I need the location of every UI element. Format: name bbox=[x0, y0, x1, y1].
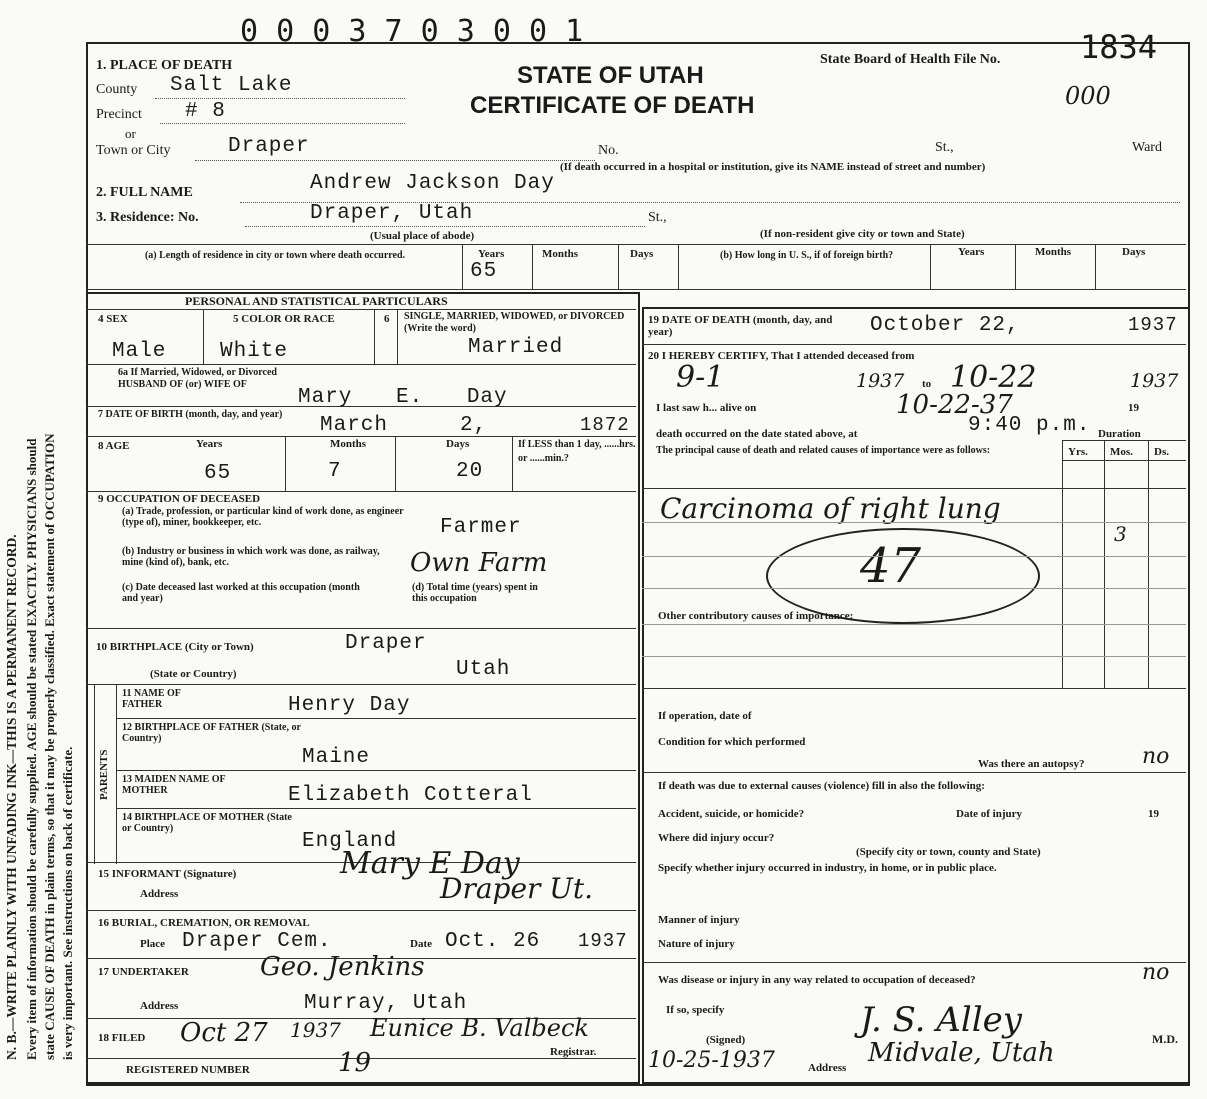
ds-label: Ds. bbox=[1154, 446, 1169, 458]
precinct-value: # 8 bbox=[185, 100, 226, 123]
birthplace-label: 10 BIRTHPLACE (City or Town) bbox=[96, 641, 254, 653]
cause-months: 3 bbox=[1114, 522, 1127, 546]
length-residence-label: (a) Length of residence in city or town where death occurred. bbox=[144, 250, 406, 261]
mother-birthplace-value: England bbox=[302, 830, 398, 853]
mother-label: 13 MAIDEN NAME OF MOTHER bbox=[122, 774, 226, 796]
no-label: No. bbox=[598, 143, 619, 158]
death-time-label: death occurred on the date stated above, at bbox=[656, 428, 858, 440]
residence-value: Draper, Utah bbox=[310, 202, 474, 225]
undertaker-label: 17 UNDERTAKER bbox=[98, 966, 189, 978]
age-years-label: Years bbox=[196, 438, 223, 450]
parents-label: PARENTS bbox=[98, 749, 110, 800]
filed-label: 18 FILED bbox=[98, 1032, 146, 1044]
occupation-value: Farmer bbox=[440, 516, 522, 539]
attended-to: 10-22 bbox=[950, 360, 1037, 395]
specify-city-label: (Specify city or town, county and State) bbox=[856, 846, 1041, 858]
last-saw-year: 19 bbox=[1128, 402, 1139, 414]
side-note-4: is very important. See instructions on back of certificate. bbox=[60, 746, 75, 1060]
where-label: Where did injury occur? bbox=[658, 832, 775, 844]
father-label: 11 NAME OF FATHER bbox=[122, 688, 181, 710]
side-note-1: N. B.—WRITE PLAINLY WITH UNFADING INK—THIS IS A PERMANENT RECORD. bbox=[4, 534, 19, 1060]
occupation-a-label: (a) Trade, profession, or particular kind of work done, as engineer (type of), miner, bookkeeper, etc. bbox=[122, 506, 404, 528]
injury-date-label: Date of injury bbox=[956, 808, 1022, 820]
dob-month: March bbox=[320, 414, 389, 437]
informant-label: 15 INFORMANT (Signature) bbox=[98, 868, 237, 880]
accident-label: Accident, suicide, or homicide? bbox=[658, 808, 805, 820]
specify-industry-label: Specify whether injury occurred in industry, in home, or in public place. bbox=[658, 862, 997, 874]
from-year: 1937 bbox=[856, 370, 905, 392]
age-months-value: 7 bbox=[328, 460, 342, 483]
ward-label: Ward bbox=[1132, 140, 1162, 155]
condition-label: Condition for which performed bbox=[658, 736, 806, 748]
title-certificate: CERTIFICATE OF DEATH bbox=[470, 92, 755, 119]
side-note-3: state CAUSE OF DEATH in plain terms, so that it may be properly classified. Exact statement of OCCUPATION bbox=[42, 433, 57, 1060]
certify-label: 20 I HEREBY CERTIFY, That I attended deceased from bbox=[648, 350, 915, 362]
physician-address: Midvale, Utah bbox=[868, 1038, 1055, 1068]
occupation-label: 9 OCCUPATION OF DECEASED bbox=[98, 493, 261, 505]
title-state: STATE OF UTAH bbox=[517, 62, 704, 89]
father-birthplace-label: 12 BIRTHPLACE OF FATHER (State, or Country) bbox=[122, 722, 301, 744]
months-label: Months bbox=[542, 248, 579, 260]
town-label: Town or City bbox=[96, 143, 171, 158]
operation-label: If operation, date of bbox=[658, 710, 752, 722]
medical-section bbox=[642, 307, 1190, 1084]
marital-value: Married bbox=[468, 336, 564, 359]
duration-label: Duration bbox=[1098, 428, 1141, 440]
spouse-value: Mary E. Day bbox=[298, 386, 508, 409]
dod-value: October 22, bbox=[870, 314, 1020, 337]
physician-address-label: Address bbox=[808, 1062, 847, 1074]
sex-value: Male bbox=[112, 340, 167, 363]
occupation-c-label: (c) Date deceased last worked at this occupation (month and year) bbox=[122, 582, 360, 604]
sex-label: 4 SEX bbox=[98, 313, 128, 325]
usual-abode-label: (Usual place of abode) bbox=[370, 230, 475, 242]
to-year: 1937 bbox=[1130, 370, 1179, 392]
foreign-label: (b) How long in U. S., if of foreign birth? bbox=[720, 250, 894, 261]
dob-year: 1872 bbox=[580, 414, 630, 436]
marital-label: SINGLE, MARRIED, WIDOWED, or DIVORCED (Write the word) bbox=[404, 311, 625, 334]
industry-value: Own Farm bbox=[410, 548, 548, 578]
county-label: County bbox=[96, 82, 138, 97]
md-label: M.D. bbox=[1152, 1032, 1178, 1046]
signed-date: 10-25-1937 bbox=[648, 1048, 775, 1073]
informant-address-label: Address bbox=[140, 888, 179, 900]
registered-number: 19 bbox=[338, 1048, 372, 1078]
to-label: to bbox=[922, 378, 932, 390]
registrar-label: Registrar. bbox=[550, 1046, 597, 1058]
informant-address: Draper Ut. bbox=[440, 872, 594, 905]
age-days-value: 20 bbox=[456, 460, 484, 483]
spouse-label: 6a If Married, Widowed, or Divorced HUSBAND OF (or) WIFE OF bbox=[118, 367, 277, 390]
days-label: Days bbox=[630, 248, 654, 260]
foreign-months-label: Months bbox=[1035, 246, 1072, 258]
age-years-value: 65 bbox=[204, 462, 232, 485]
residence-label: 3. Residence: No. bbox=[96, 210, 199, 225]
signed-label: (Signed) bbox=[706, 1034, 746, 1046]
informant-signature: Mary E Day bbox=[340, 846, 520, 881]
birthplace-state: Utah bbox=[456, 658, 511, 681]
filed-year: 1937 bbox=[290, 1018, 341, 1042]
file-number-extra: 000 bbox=[1065, 82, 1111, 110]
attended-from: 9-1 bbox=[676, 360, 725, 395]
or-label: or bbox=[125, 126, 136, 141]
occupation-related-label: Was disease or injury in any way related to occupation of deceased? bbox=[658, 974, 976, 986]
birthplace-state-label: (State or Country) bbox=[150, 668, 237, 680]
filed-date: Oct 27 bbox=[180, 1018, 268, 1048]
birthplace-city: Draper bbox=[345, 632, 427, 655]
death-time: 9:40 p.m. bbox=[968, 414, 1091, 437]
injury-year: 19 bbox=[1148, 808, 1159, 820]
principal-cause-label: The principal cause of death and related causes of importance were as follows: bbox=[656, 445, 991, 456]
dod-label: 19 DATE OF DEATH (month, day, and year) bbox=[648, 314, 833, 338]
personal-header: PERSONAL AND STATISTICAL PARTICULARS bbox=[185, 294, 448, 308]
county-value: Salt Lake bbox=[170, 74, 293, 97]
undertaker-signature: Geo. Jenkins bbox=[260, 952, 425, 982]
age-label: 8 AGE bbox=[98, 440, 130, 452]
marital-num: 6 bbox=[384, 313, 390, 325]
less-than-label: If LESS than 1 day, ......hrs. or ......min.? bbox=[518, 439, 636, 464]
dob-day: 2, bbox=[460, 414, 488, 437]
mos-label: Mos. bbox=[1110, 446, 1133, 458]
dod-year: 1937 bbox=[1128, 314, 1178, 336]
dob-label: 7 DATE OF BIRTH (month, day, and year) bbox=[98, 409, 283, 420]
yrs-label: Yrs. bbox=[1068, 446, 1088, 458]
mother-birthplace-label: 14 BIRTHPLACE OF MOTHER (State or Country) bbox=[122, 812, 292, 834]
burial-place-label: Place bbox=[140, 938, 166, 950]
burial-date: Oct. 26 bbox=[445, 930, 541, 953]
side-note-2: Every item of information should be carefully supplied. AGE should be stated EXACTLY. PHYSICIANS should bbox=[24, 438, 39, 1060]
cause-code: 47 bbox=[860, 538, 922, 594]
burial-label: 16 BURIAL, CREMATION, OR REMOVAL bbox=[98, 917, 310, 929]
autopsy-label: Was there an autopsy? bbox=[978, 758, 1085, 770]
last-saw-value: 10-22-37 bbox=[896, 390, 1013, 420]
registrar-signature: Eunice B. Valbeck bbox=[370, 1014, 589, 1042]
cause-value: Carcinoma of right lung bbox=[660, 492, 1001, 525]
if-so-label: If so, specify bbox=[666, 1004, 725, 1016]
occupation-d-label: (d) Total time (years) spent in this occupation bbox=[412, 582, 538, 604]
residence-years: 65 bbox=[470, 260, 498, 283]
occupation-related-value: no bbox=[1142, 960, 1170, 985]
town-value: Draper bbox=[228, 135, 310, 158]
occupation-b-label: (b) Industry or business in which work was done, as railway, mine (kind of), bank, etc. bbox=[122, 546, 380, 568]
undertaker-address: Murray, Utah bbox=[304, 992, 468, 1015]
burial-date-label: Date bbox=[410, 938, 432, 950]
full-name-value: Andrew Jackson Day bbox=[310, 172, 555, 195]
place-label: 1. PLACE OF DEATH bbox=[96, 58, 233, 73]
undertaker-address-label: Address bbox=[140, 1000, 179, 1012]
manner-label: Manner of injury bbox=[658, 914, 740, 926]
file-number-label: State Board of Health File No. bbox=[820, 52, 1001, 67]
age-days-label: Days bbox=[446, 438, 470, 450]
burial-year: 1937 bbox=[578, 930, 628, 952]
color-label: 5 COLOR OR RACE bbox=[233, 313, 335, 325]
age-months-label: Months bbox=[330, 438, 367, 450]
physician-signature: J. S. Alley bbox=[860, 1000, 1022, 1040]
years-label: Years bbox=[478, 248, 505, 260]
file-stamp: 0 0 0 3 7 0 3 0 0 1 bbox=[240, 14, 584, 49]
residence-st-label: St., bbox=[648, 210, 667, 225]
nonresident-label: (If non-resident give city or town and State) bbox=[760, 228, 965, 240]
contributory-label: Other contributory causes of importance: bbox=[658, 610, 854, 622]
nature-label: Nature of injury bbox=[658, 938, 735, 950]
external-label: If death was due to external causes (violence) fill in also the following: bbox=[658, 780, 985, 792]
last-saw-label: I last saw h... alive on bbox=[656, 402, 757, 414]
foreign-years-label: Years bbox=[958, 246, 985, 258]
autopsy-value: no bbox=[1142, 744, 1170, 769]
father-birthplace-value: Maine bbox=[302, 746, 371, 769]
hospital-note: (If death occurred in a hospital or institution, give its NAME instead of street and number) bbox=[560, 161, 986, 173]
father-value: Henry Day bbox=[288, 694, 411, 717]
full-name-label: 2. FULL NAME bbox=[96, 185, 193, 200]
registered-number-label: REGISTERED NUMBER bbox=[126, 1064, 250, 1076]
st-label: St., bbox=[935, 140, 954, 155]
color-value: White bbox=[220, 340, 289, 363]
burial-place: Draper Cem. bbox=[182, 930, 332, 953]
precinct-label: Precinct bbox=[96, 107, 142, 122]
file-number: 1834 bbox=[1080, 28, 1158, 66]
foreign-days-label: Days bbox=[1122, 246, 1146, 258]
mother-value: Elizabeth Cotteral bbox=[288, 784, 533, 807]
